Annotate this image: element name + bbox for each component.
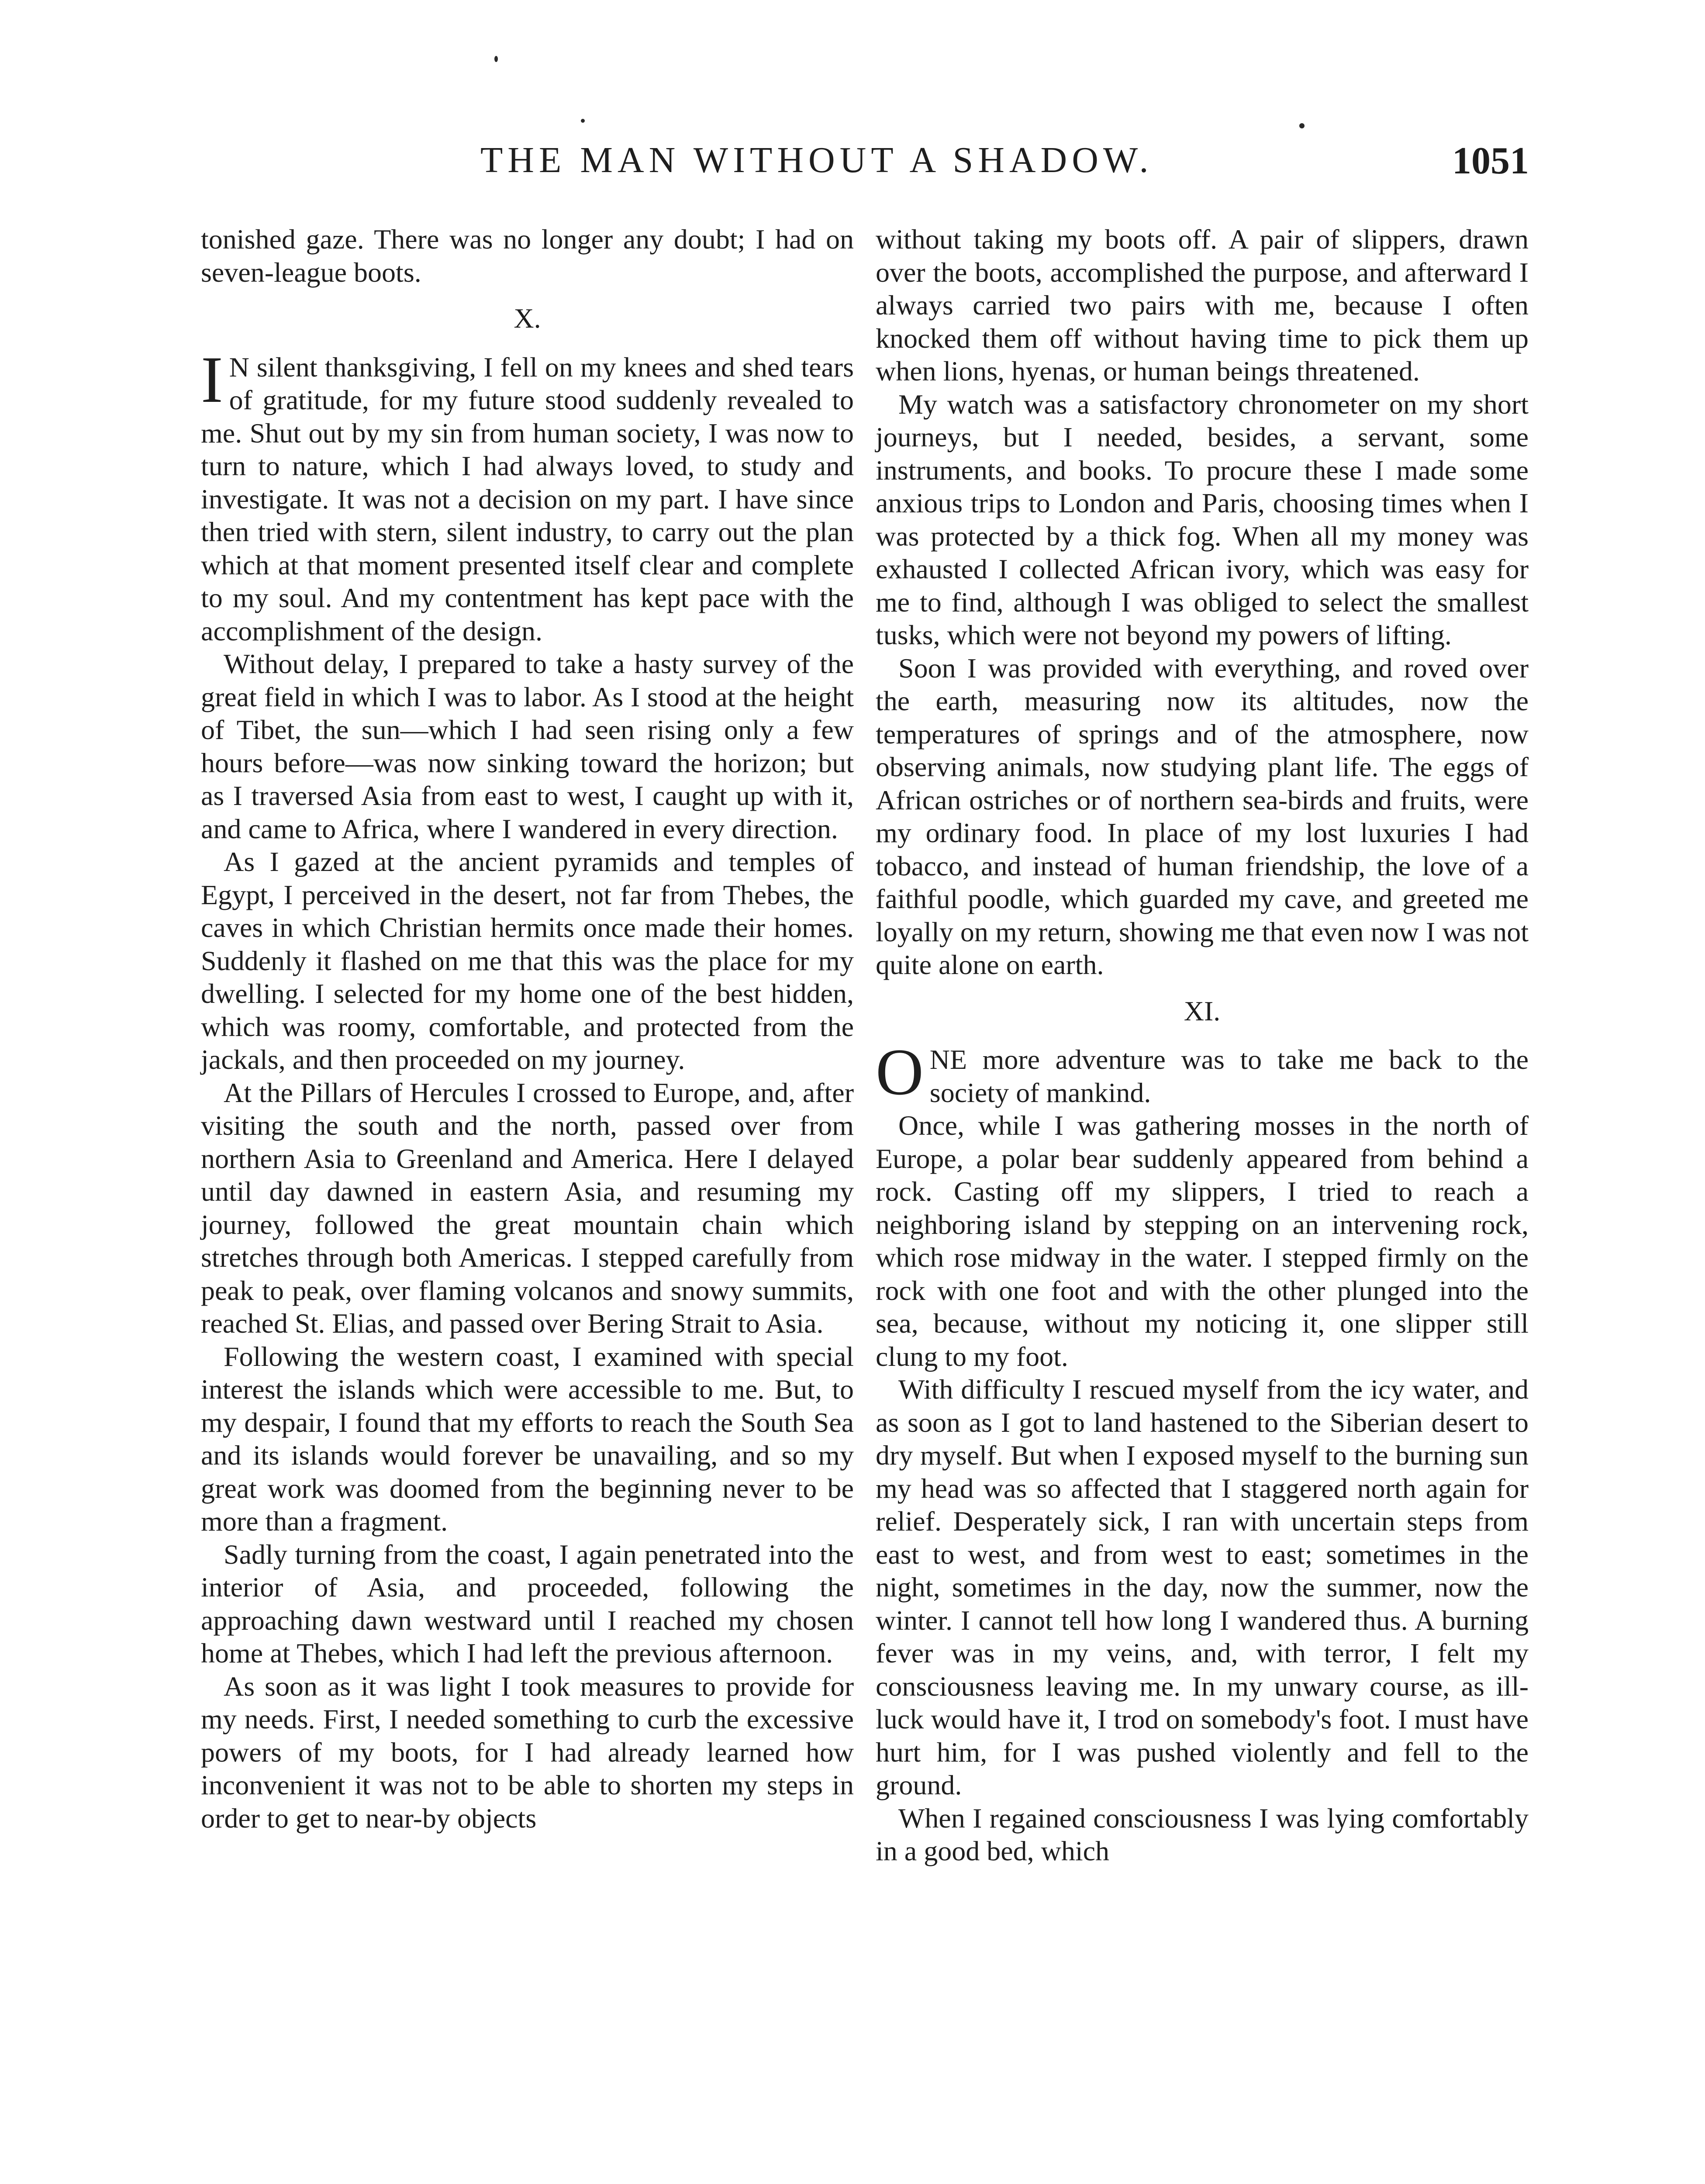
left-column xyxy=(201,223,854,1835)
paragraph: At the Pillars of Hercules I crossed to Europe, and, after visiting the south and the north, passed over from northern Asia to Greenland and America. Here I delayed until day dawned in eastern Asia, and resuming my journey, followed the great mountain chain which stretches through both Americas. I stepped carefully from peak to peak, over flaming volcanos and snowy summits, reached St. Elias, and passed over Bering Strait to Asia. xyxy=(201,1077,854,1339)
paragraph: When I regained consciousness I was lying comfortably in a good bed, which xyxy=(876,1802,1529,1866)
page-header xyxy=(0,139,1705,187)
paragraph: As I gazed at the ancient pyramids and temples of Egypt, I perceived in the desert, not far from Thebes, the caves in which Christian hermits once made their homes. Suddenly it flashed on me that this was the place for my dwelling. I selected for my home one of the best hidden, which was roomy, comfortable, and protected from the jackals, and then proceeded on my journey. xyxy=(201,846,854,1075)
print-speck xyxy=(1299,123,1305,128)
right-column xyxy=(876,223,1529,1868)
section-heading-xi: XI. xyxy=(1184,995,1221,1026)
paragraph: Following the western coast, I examined with special interest the islands which were accessible to me. But, to my despair, I found that my efforts to reach the South Sea and its islands would forever be unavailing, and so my great work was doomed from the beginning never to be more than a fragment. xyxy=(201,1341,854,1537)
running-title: THE MAN WITHOUT A SHADOW. xyxy=(480,140,1153,180)
section-heading-x: X. xyxy=(514,303,541,334)
print-speck xyxy=(581,119,585,123)
paragraph: Without delay, I prepared to take a hasty survey of the great field in which I was to labor. As I stood at the height of Tibet, the sun—which I had seen rising only a few hours before—was now sinking toward the horizon; but as I traversed Asia from east to west, I caught up with it, and came to Africa, where I wandered in every direction. xyxy=(201,648,854,844)
paragraph: With difficulty I rescued myself from the icy water, and as soon as I got to land hastened to the Siberian desert to dry myself. But when I exposed myself to the burning sun my head was so affected that I staggered north again for relief. Desperately sick, I ran with uncertain steps from east to west, and from west to east; sometimes in the night, sometimes in the day, now the summer, now the winter. I cannot tell how long I wandered thus. A burning fever was in my veins, and, with terror, I felt my consciousness leaving me. In my unwary course, as ill-luck would have it, I trod on somebody's foot. I must have hurt him, for I was pushed violently and fell to the ground. xyxy=(876,1374,1529,1800)
paragraph: Sadly turning from the coast, I again penetrated into the interior of Asia, and proceeded, following the approaching dawn westward until I reached my chosen home at Thebes, which I had left the previous afternoon. xyxy=(201,1538,854,1669)
paragraph: without taking my boots off. A pair of slippers, drawn over the boots, accomplished the purpose, and afterward I always carried two pairs with me, because I often knocked them off without having time to pick them up when lions, hyenas, or human beings threatened. xyxy=(876,224,1529,387)
print-speck xyxy=(494,56,498,62)
drop-cap: I xyxy=(201,342,223,416)
paragraph-text: NE more adventure was to take me back to the society of mankind. xyxy=(929,1044,1529,1108)
paragraph: Soon I was provided with everything, and roved over the earth, measuring now its altitudes, now the temperatures of springs and of the atmosphere, now observing animals, now studying plant life. The eggs of African ostriches or of northern sea-birds and fruits, were my ordinary food. In place of my lost luxuries I had tobacco, and instead of human friendship, the love of a faithful poodle, which guarded my cave, and greeted me loyally on my return, showing me that even now I was not quite alone on earth. xyxy=(876,652,1529,980)
paragraph: My watch was a satisfactory chronometer on my short journeys, but I needed, besides, a servant, some instruments, and books. To procure these I made some anxious trips to London and Paris, choosing times when I was protected by a thick fog. When all my money was exhausted I collected African ivory, which was easy for me to find, although I was obliged to select the smallest tusks, which were not beyond my powers of lifting. xyxy=(876,388,1529,650)
drop-cap: O xyxy=(876,1035,924,1109)
paragraph xyxy=(876,1035,1529,1109)
page-number: 1051 xyxy=(1452,140,1529,182)
paragraph-text: N silent thanksgiving, I fell on my knees and shed tears of gratitude, for my future stood suddenly revealed to me. Shut out by my sin from human society, I was now to turn to nature, which I had always loved, to study and investigate. It was not a decision on my part. I have since then tried with stern, silent industry, to carry out the plan which at that moment presented itself clear and complete to my soul. And my contentment has kept pace with the accomplishment of the design. xyxy=(201,351,854,646)
paragraph xyxy=(201,342,854,648)
paragraph: As soon as it was light I took measures to provide for my needs. First, I needed something to curb the excessive powers of my boots, for I had already learned how inconvenient it was not to be able to shorten my steps in order to get to near-by objects xyxy=(201,1670,854,1834)
paragraph: Once, while I was gathering mosses in the north of Europe, a polar bear suddenly appeared from behind a rock. Casting off my slippers, I tried to reach a neighboring island by stepping on an intervening rock, which rose midway in the water. I stepped firmly on the rock with one foot and with the other plunged into the sea, because, without my noticing it, one slipper still clung to my foot. xyxy=(876,1110,1529,1372)
paragraph: tonished gaze. There was no longer any doubt; I had on seven-league boots. xyxy=(201,224,854,288)
